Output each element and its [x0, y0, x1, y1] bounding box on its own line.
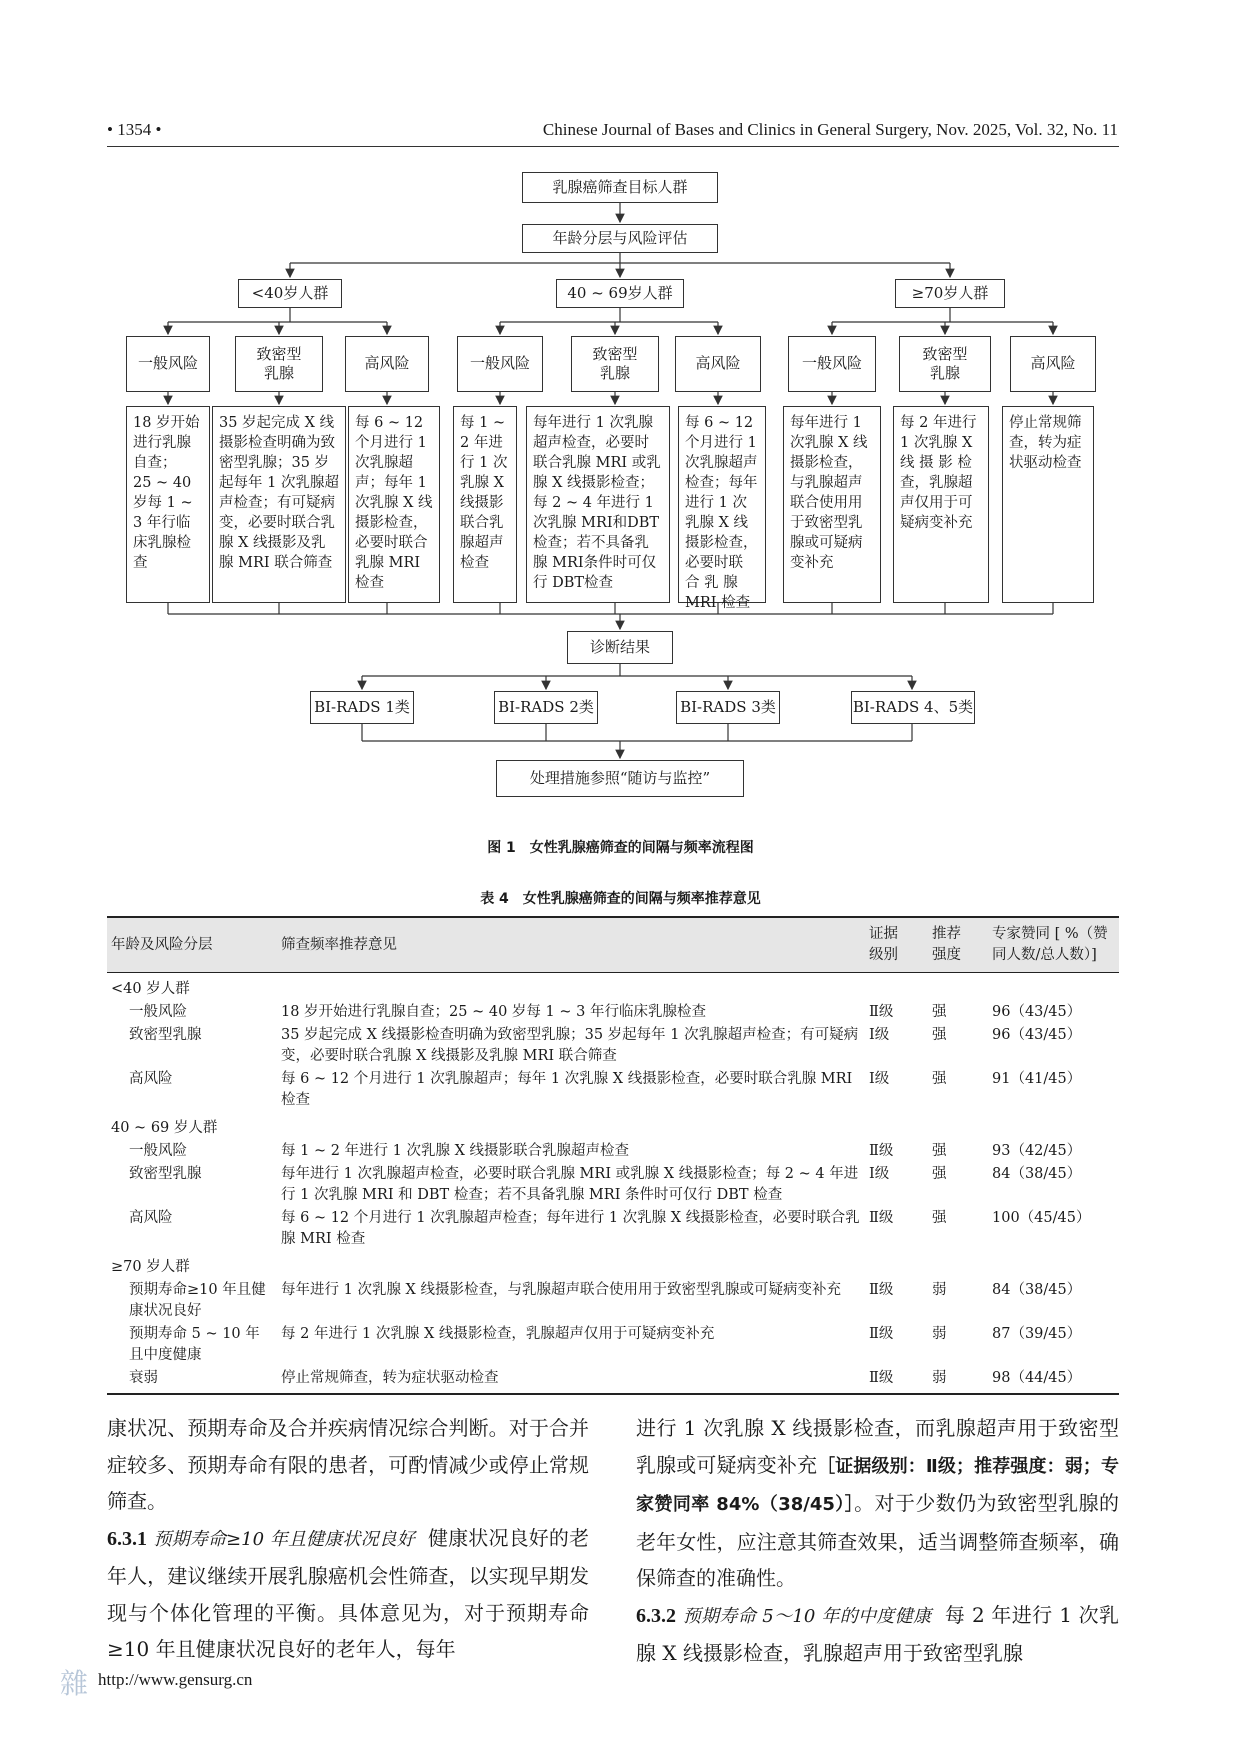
flow-risk-box: 高风险 [1010, 336, 1096, 392]
body-left-column [107, 1410, 589, 1668]
section-title: 预期寿命 5～10 年的中度健康 [682, 1605, 932, 1627]
flow-age-risk-box: 年龄分层与风险评估 [522, 224, 718, 253]
paragraph-text: 进行 1 次乳腺 X 线摄影检查，而乳腺超声用于致密型乳腺或可疑病变补充 [636, 1416, 1119, 1477]
group-label: <40 岁人群 [111, 981, 190, 998]
flow-group-40-69: 40 ~ 69岁人群 [556, 279, 684, 308]
table-group-row [107, 1251, 1119, 1279]
flow-detail-box: 每 6 ~ 12 个月进行 1 次乳腺超声检查；每年进行 1 次乳腺 X 线摄影检查，必要时联 合 乳 腺 MRI 检查 [678, 406, 766, 603]
cell: 预期寿命 5 ~ 10 年且中度健康 [129, 1326, 260, 1364]
flow-birads-box: BI-RADS 4、5类 [851, 691, 975, 724]
table-row [107, 1279, 1119, 1323]
flow-group-under40: <40岁人群 [238, 279, 342, 308]
cell: Ⅱ级 [869, 1004, 894, 1021]
col-header: 推荐 强度 [928, 917, 988, 973]
cell: Ⅱ级 [869, 1326, 894, 1343]
table-group-row [107, 1112, 1119, 1140]
flow-detail-box: 停止常规筛查，转为症状驱动检查 [1002, 406, 1094, 603]
cell: 强 [932, 1027, 947, 1044]
flow-risk-box: 一般风险 [788, 336, 876, 392]
cell: 84（38/45） [992, 1282, 1082, 1299]
evidence-statement: ［证据级别：Ⅱ级；推荐强度：弱；专家赞同率 84%（38/45）］ [636, 1455, 1120, 1515]
body-right-column [636, 1410, 1119, 1672]
footer-url-link[interactable]: http://www.gensurg.cn [98, 1670, 253, 1689]
cell: 93（42/45） [992, 1143, 1082, 1160]
flow-birads-box: BI-RADS 2类 [494, 691, 598, 724]
cell: 96（43/45） [992, 1027, 1082, 1044]
journal-running-head: Chinese Journal of Bases and Clinics in General Surgery, Nov. 2025, Vol. 32, No. 11 [542, 120, 1118, 139]
table-row [107, 1140, 1119, 1163]
cell: Ⅱ级 [865, 1367, 928, 1394]
paragraph: 康状况、预期寿命及合并疾病情况综合判断。对于合并症较多、预期寿命有限的患者，可酌情减少或停止常规筛查。 [107, 1416, 589, 1513]
journal-logo-icon: 雜 [60, 1667, 89, 1700]
cell: 91（41/45） [992, 1071, 1082, 1088]
cell: Ⅱ级 [869, 1282, 894, 1299]
flow-target-population-box: 乳腺癌筛查目标人群 [522, 172, 718, 203]
paragraph: 健康状况良好的老年人，建议继续开展乳腺癌机会性筛查，以实现早期发现与个体化管理的平衡。具体意见为，对于预期寿命≥10 年且健康状况良好的老年人，每年 [107, 1525, 590, 1661]
col-header: 筛查频率推荐意见 [277, 917, 865, 973]
flow-risk-box: 致密型 乳腺 [235, 336, 323, 392]
cell: 100（45/45） [992, 1210, 1091, 1227]
cell: 每 2 年进行 1 次乳腺 X 线摄影检查，乳腺超声仅用于可疑病变补充 [281, 1326, 715, 1343]
cell: 强 [932, 1071, 947, 1088]
cell: 35 岁起完成 X 线摄影检查明确为致密型乳腺；35 岁起每年 1 次乳腺超声检查；有可疑病变，必要时联合乳腺 X 线摄影及乳腺 MRI 联合筛查 [281, 1027, 859, 1065]
flow-birads-box: BI-RADS 3类 [676, 691, 780, 724]
cell: 强 [932, 1166, 947, 1183]
flow-birads-box: BI-RADS 1类 [310, 691, 414, 724]
col-header: 年龄及风险分层 [107, 917, 277, 973]
flow-group-70plus: ≥70岁人群 [895, 279, 1005, 308]
cell: 18 岁开始进行乳腺自查；25 ~ 40 岁每 1 ~ 3 年行临床乳腺检查 [281, 1004, 706, 1021]
flow-risk-box: 致密型 乳腺 [571, 336, 659, 392]
cell: 84（38/45） [992, 1166, 1082, 1183]
paragraph: 每 2 年进行 1 次乳腺 X 线摄影检查，乳腺超声用于致密型乳腺 [636, 1602, 1119, 1665]
cell: 弱 [932, 1326, 947, 1343]
cell: 高风险 [129, 1210, 173, 1227]
cell: 每 6 ~ 12 个月进行 1 次乳腺超声检查；每年进行 1 次乳腺 X 线摄影检查，必要时联合乳腺 MRI 检查 [281, 1210, 860, 1248]
cell: 致密型乳腺 [129, 1166, 202, 1183]
cell: 强 [932, 1143, 947, 1160]
cell: 强 [932, 1210, 947, 1227]
flow-risk-box: 高风险 [675, 336, 761, 392]
cell: Ⅰ级 [869, 1166, 890, 1183]
flow-detail-box: 每年进行 1 次乳腺超声检查，必要时联合乳腺 MRI 或乳腺 X 线摄影检查；每 2 ~ 4 年进行 1 次乳腺 MRI和DBT 检查；若不具备乳腺 MRI条件时可仅行 DBT检查 [526, 406, 670, 603]
col-header: 专家赞同 [ %（赞同人数/总人数）] [988, 917, 1119, 973]
cell: 弱 [928, 1367, 988, 1394]
section-number: 6.3.1 [107, 1527, 147, 1550]
cell: Ⅰ级 [869, 1071, 890, 1088]
section-title: 预期寿命≥10 年且健康状况良好 [153, 1528, 416, 1550]
cell: 87（39/45） [992, 1326, 1082, 1343]
cell: 高风险 [129, 1071, 173, 1088]
cell: 98（44/45） [988, 1367, 1119, 1394]
table-row [107, 1068, 1119, 1112]
cell: 弱 [932, 1282, 947, 1299]
section-number: 6.3.2 [636, 1604, 676, 1627]
flow-diagnosis-box: 诊断结果 [567, 631, 673, 664]
section-6-3-1 [107, 1520, 589, 1668]
table-header-row [107, 917, 1119, 973]
cell: 预期寿命≥10 年且健康状况良好 [129, 1282, 266, 1320]
recommendation-table [107, 916, 1119, 1395]
table-row [107, 1323, 1119, 1367]
cell: Ⅰ级 [869, 1027, 890, 1044]
flow-detail-box: 每 1 ~ 2 年进行 1 次乳腺 X 线摄影联合乳腺超声检查 [453, 406, 517, 603]
cell: 衰弱 [107, 1367, 277, 1394]
cell: Ⅱ级 [869, 1210, 894, 1227]
table-row [107, 1001, 1119, 1024]
cell: 强 [932, 1004, 947, 1021]
table-row [107, 1207, 1119, 1251]
cell: 一般风险 [129, 1143, 187, 1160]
cell: 停止常规筛查，转为症状驱动检查 [277, 1367, 865, 1394]
flow-risk-box: 一般风险 [457, 336, 543, 392]
group-label: ≥70 岁人群 [111, 1259, 190, 1276]
table-row [107, 1367, 1119, 1394]
cell: 每年进行 1 次乳腺 X 线摄影检查，与乳腺超声联合使用用于致密型乳腺或可疑病变补充 [281, 1282, 841, 1299]
flow-risk-box: 高风险 [345, 336, 429, 392]
flow-detail-box: 每年进行 1 次乳腺 X 线摄影检查，与乳腺超声联合使用用于致密型乳腺或可疑病变补充 [783, 406, 881, 603]
flow-risk-box: 一般风险 [126, 336, 210, 392]
flow-detail-box: 每 6 ~ 12 个月进行 1 次乳腺超声；每年 1 次乳腺 X 线摄影检查，必要时联合乳腺 MRI 检查 [348, 406, 440, 603]
flow-followup-box: 处理措施参照“随访与监控” [496, 760, 744, 797]
page-number: • 1354 • [107, 120, 162, 139]
cell: 一般风险 [129, 1004, 187, 1021]
cell: 每 1 ~ 2 年进行 1 次乳腺 X 线摄影联合乳腺超声检查 [281, 1143, 630, 1160]
cell: 每年进行 1 次乳腺超声检查，必要时联合乳腺 MRI 或乳腺 X 线摄影检查；每 2 ~ 4 年进行 1 次乳腺 MRI 和 DBT 检查；若不具备乳腺 MRI 条件时可仅行 DBT 检查 [281, 1166, 859, 1204]
section-6-3-2 [636, 1597, 1119, 1672]
table-caption: 表 4 女性乳腺癌筛查的间隔与频率推荐意见 [480, 891, 761, 907]
flow-detail-box: 35 岁起完成 X 线摄影检查明确为致密型乳腺；35 岁起每年 1 次乳腺超声检查；有可疑病变，必要时联合乳腺 X 线摄影及乳腺 MRI 联合筛查 [212, 406, 346, 603]
flow-risk-box: 致密型 乳腺 [899, 336, 991, 392]
paragraph-text: 。对于少数仍为致密型乳腺的老年女性，应注意其筛查效果，适当调整筛查频率，确保筛查的准确性。 [636, 1491, 1120, 1590]
flow-detail-box: 每 2 年进行 1 次乳腺 X 线 摄 影 检查，乳腺超声仅用于可疑病变补充 [893, 406, 989, 603]
figure-caption: 图 1 女性乳腺癌筛查的间隔与频率流程图 [487, 840, 754, 856]
flow-detail-box: 18 岁开始进行乳腺自查； 25 ~ 40 岁每 1 ~ 3 年行临床乳腺检查 [126, 406, 210, 603]
group-label: 40 ~ 69 岁人群 [111, 1120, 218, 1137]
paragraph [636, 1410, 1119, 1597]
table-group-row [107, 973, 1119, 1002]
table-row [107, 1163, 1119, 1207]
col-header: 证据 级别 [865, 917, 928, 973]
cell: 致密型乳腺 [129, 1027, 202, 1044]
cell: 每 6 ~ 12 个月进行 1 次乳腺超声；每年 1 次乳腺 X 线摄影检查，必要时联合乳腺 MRI 检查 [281, 1071, 853, 1109]
table-row [107, 1024, 1119, 1068]
cell: 96（43/45） [992, 1004, 1082, 1021]
cell: Ⅱ级 [869, 1143, 894, 1160]
